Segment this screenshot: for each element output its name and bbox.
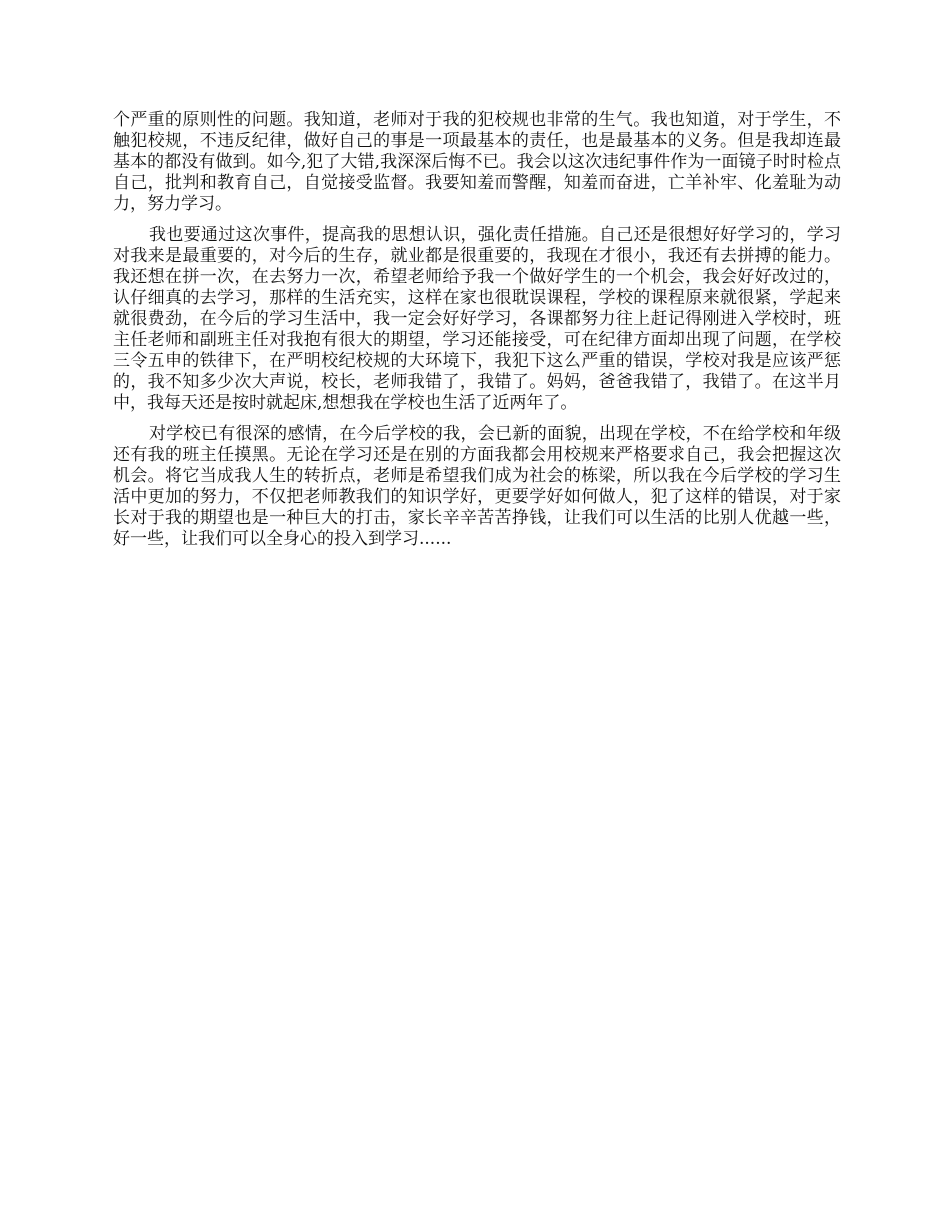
document-body bbox=[113, 110, 841, 560]
paragraph-3: 对学校已有很深的感情，在今后学校的我，会已新的面貌，出现在学校，不在给学校和年级还有我的班主任摸黑。无论在学习还是在别的方面我都会用校规来严格要求自己，我会把握这次机会。将它当成我人生的转折点，老师是希望我们成为社会的栋梁，所以我在今后学校的学习生活中更加的努力，不仅把老师教我们的知识学好，更要学好如何做人，犯了这样的错误，对于家长对于我的期望也是一种巨大的打击，家长辛辛苦苦挣钱，让我们可以生活的比别人优越一些，好一些，让我们可以全身心的投入到学习...... bbox=[113, 424, 841, 549]
paragraph-2: 我也要通过这次事件，提高我的思想认识，强化责任措施。自己还是很想好好学习的，学习对我来是最重要的，对今后的生存，就业都是很重要的，我现在才很小，我还有去拼搏的能力。我还想在拼一次，在去努力一次，希望老师给予我一个做好学生的一个机会，我会好好改过的，认仔细真的去学习，那样的生活充实，这样在家也很耽误课程，学校的课程原来就很紧，学起来就很费劲，在今后的学习生活中，我一定会好好学习，各课都努力往上赶记得刚进入学校时，班主任老师和副班主任对我抱有很大的期望，学习还能接受，可在纪律方面却出现了问题，在学校三令五申的铁律下，在严明校纪校规的大环境下，我犯下这么严重的错误，学校对我是应该严惩的，我不知多少次大声说，校长，老师我错了，我错了。妈妈，爸爸我错了，我错了。在这半月中，我每天还是按时就起床,想想我在学校也生活了近两年了。 bbox=[113, 225, 841, 413]
paragraph-1: 个严重的原则性的问题。我知道，老师对于我的犯校规也非常的生气。我也知道，对于学生，不触犯校规，不违反纪律，做好自己的事是一项最基本的责任，也是最基本的义务。但是我却连最基本的都没有做到。如今,犯了大错,我深深后悔不已。我会以这次违纪事件作为一面镜子时时检点自己，批判和教育自己，自觉接受监督。我要知羞而警醒，知羞而奋进，亡羊补牢、化羞耻为动力，努力学习。 bbox=[113, 110, 841, 214]
